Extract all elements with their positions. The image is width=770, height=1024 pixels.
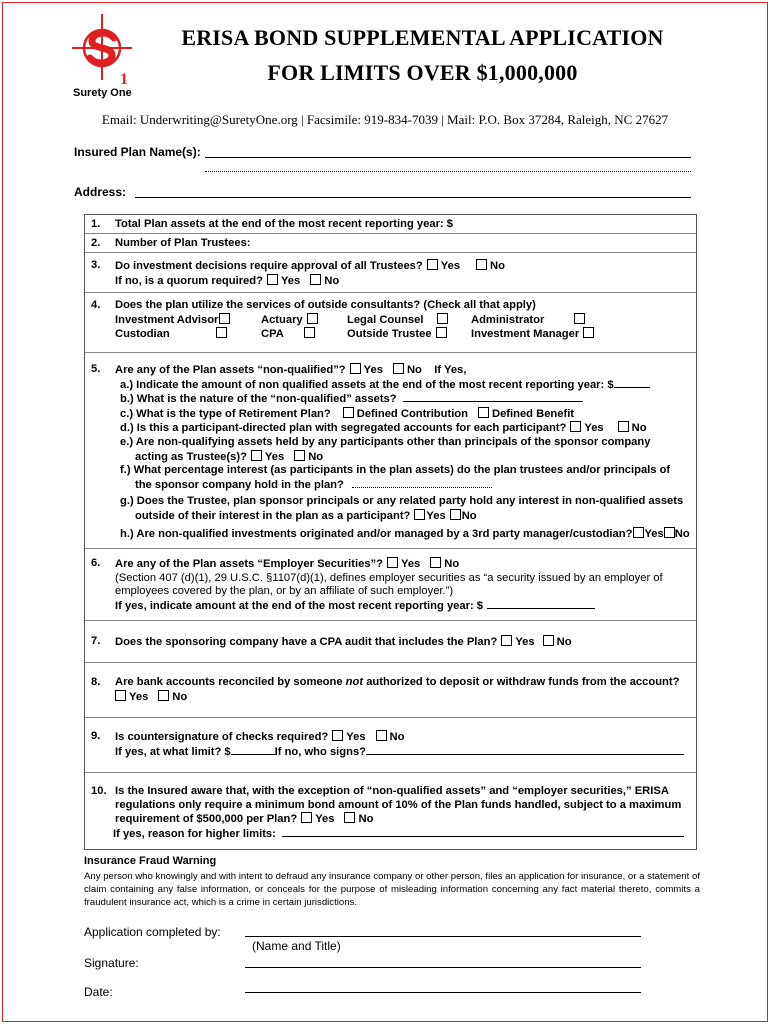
q5e-no-checkbox[interactable] — [294, 450, 305, 461]
question-2-text: Number of Plan Trustees: — [115, 237, 251, 249]
form-title-line2: FOR LIMITS OVER $1,000,000 — [267, 60, 578, 85]
completed-by-field[interactable] — [245, 936, 641, 937]
company-name: Surety One — [73, 87, 132, 99]
plan-name-label: Insured Plan Name(s): — [74, 145, 201, 159]
q10-reason-field[interactable] — [282, 827, 684, 837]
fraud-warning-title: Insurance Fraud Warning — [84, 855, 217, 867]
question-row-1: 1. Total Plan assets at the end of the most recent reporting year: $ — [85, 215, 696, 234]
q5-no-checkbox[interactable] — [393, 363, 404, 374]
plan-name-field-2[interactable] — [205, 171, 691, 172]
defined-contribution-checkbox[interactable] — [343, 407, 354, 418]
q8-yes-checkbox[interactable] — [115, 690, 126, 701]
defined-benefit-checkbox[interactable] — [478, 407, 489, 418]
question-row-2: 2. Number of Plan Trustees: — [85, 234, 696, 253]
q3-quorum-no-checkbox[interactable] — [310, 274, 321, 285]
q10-no-checkbox[interactable] — [344, 812, 355, 823]
question-row-6: 6. Are any of the Plan assets “Employer Securities”? Yes No (Section 407 (d)(1), 29 U.S.C. §1107(d)(1), defines employer securities as “a security issued by an employer of employees covered by the plan, or by an affiliate of such employer.”) If yes, indicate amount at the end of the most recent reporting year: $ — [85, 549, 696, 621]
q7-no-checkbox[interactable] — [543, 635, 554, 646]
question-row-9: 9. Is countersignature of checks required? Yes No If yes, at what limit? $ If no, who signs? — [85, 718, 696, 773]
q9-yes-checkbox[interactable] — [332, 730, 343, 741]
q7-yes-checkbox[interactable] — [501, 635, 512, 646]
investment-manager-checkbox[interactable] — [583, 327, 594, 338]
q6-yes-checkbox[interactable] — [387, 557, 398, 568]
question-row-10: 10. Is the Insured aware that, with the exception of “non-qualified assets” and “employer securities,” ERISA regulations only require a minimum bond amount of 10% of the Plan funds handled, subject to a maximum requirement of $500,000 per Plan? Yes No If yes, reason for higher limits: — [85, 773, 696, 851]
q9-limit-field[interactable] — [231, 745, 275, 755]
custodian-checkbox[interactable] — [216, 327, 227, 338]
signature-label: Signature: — [84, 956, 139, 970]
administrator-checkbox[interactable] — [574, 313, 585, 324]
actuary-checkbox[interactable] — [307, 313, 318, 324]
contact-info: Email: Underwriting@SuretyOne.org | Facsimile: 919-834-7039 | Mail: P.O. Box 37284, Raleigh, NC 27627 — [101, 112, 669, 127]
legal-counsel-checkbox[interactable] — [437, 313, 448, 324]
signature-field[interactable] — [245, 967, 641, 968]
q6-no-checkbox[interactable] — [430, 557, 441, 568]
address-field[interactable] — [135, 197, 691, 198]
q5d-no-checkbox[interactable] — [618, 421, 629, 432]
question-row-4: 4. Does the plan utilize the services of outside consultants? (Check all that apply) Investment Advisor Actuary Legal Counsel Administrator Custodian CPA Outside Trustee Investment Manager — [85, 293, 696, 353]
q8-no-checkbox[interactable] — [158, 690, 169, 701]
outside-trustee-checkbox[interactable] — [436, 327, 447, 338]
q3-quorum-yes-checkbox[interactable] — [267, 274, 278, 285]
questions-table — [84, 214, 697, 850]
svg-text:1: 1 — [120, 71, 128, 88]
question-1-text: Total Plan assets at the end of the most recent reporting year: $ — [115, 218, 453, 230]
form-title-line1: ERISA BOND SUPPLEMENTAL APPLICATION — [181, 25, 664, 50]
completed-by-label: Application completed by: — [84, 925, 221, 939]
q3-no-checkbox[interactable] — [476, 259, 487, 270]
q6-amount-field[interactable] — [487, 599, 595, 609]
q5-yes-checkbox[interactable] — [350, 363, 361, 374]
q5a-amount-field[interactable] — [614, 378, 650, 388]
q5b-nature-field[interactable] — [403, 392, 583, 402]
question-row-3: 3. Do investment decisions require approval of all Trustees? Yes No If no, is a quorum required? Yes No — [85, 253, 696, 293]
date-field[interactable] — [245, 992, 641, 993]
question-row-8: 8. Are bank accounts reconciled by someone not authorized to deposit or withdraw funds from the account? Yes No — [85, 663, 696, 718]
q5f-percentage-field[interactable] — [352, 478, 492, 488]
q10-yes-checkbox[interactable] — [301, 812, 312, 823]
q5e-yes-checkbox[interactable] — [251, 450, 262, 461]
fraud-warning-text: Any person who knowingly and with intent to defraud any insurance company or other person, files an application for insurance, or a statement of claim containing any false information, or conceals for the purpose of misleading information concerning any fact material thereto, commits a fraudulent insurance act, which is a crime in certain jurisdictions. — [84, 871, 700, 908]
q5h-yes-checkbox[interactable] — [633, 527, 644, 538]
investment-advisor-checkbox[interactable] — [219, 313, 230, 324]
q5d-yes-checkbox[interactable] — [570, 421, 581, 432]
date-label: Date: — [84, 985, 113, 999]
q5g-no-checkbox[interactable] — [450, 509, 461, 520]
plan-name-field[interactable] — [205, 157, 691, 158]
address-label: Address: — [74, 185, 127, 199]
cpa-checkbox[interactable] — [304, 327, 315, 338]
q9-signer-field[interactable] — [366, 745, 684, 755]
q5h-no-checkbox[interactable] — [664, 527, 675, 538]
q9-no-checkbox[interactable] — [376, 730, 387, 741]
question-row-5: 5. Are any of the Plan assets “non-qualified”? Yes No If Yes, a.) Indicate the amount of non qualified assets at the end of the most recent reporting year: $ b.) What is the nature of the “non-qualified” assets? c.) What is the type of Retirement Plan? Defined Contribution Defined Benefit d.) Is this a participant-directed plan with segregated accounts for each participant? Yes No e.) Are non-qualifying assets held by any participants other than principals of the sponsor company acting as Trustee(s)? Yes No f.) What percentage interest (as participants in the plan assets) do the plan trustees and/or principals of the sponsor company hold in the plan? g.) Does the Trustee, plan sponsor principals or any related party hold any interest in non-qualified assets outside of their interest in the plan as a participant? Yes No h.) Are non-qualified investments originated and/or managed by a 3rd party manager/custodian? Yes No — [85, 353, 696, 549]
name-title-caption: (Name and Title) — [252, 939, 341, 953]
q3-yes-checkbox[interactable] — [427, 259, 438, 270]
q5g-yes-checkbox[interactable] — [414, 509, 425, 520]
question-row-7: 7. Does the sponsoring company have a CPA audit that includes the Plan? Yes No — [85, 621, 696, 663]
